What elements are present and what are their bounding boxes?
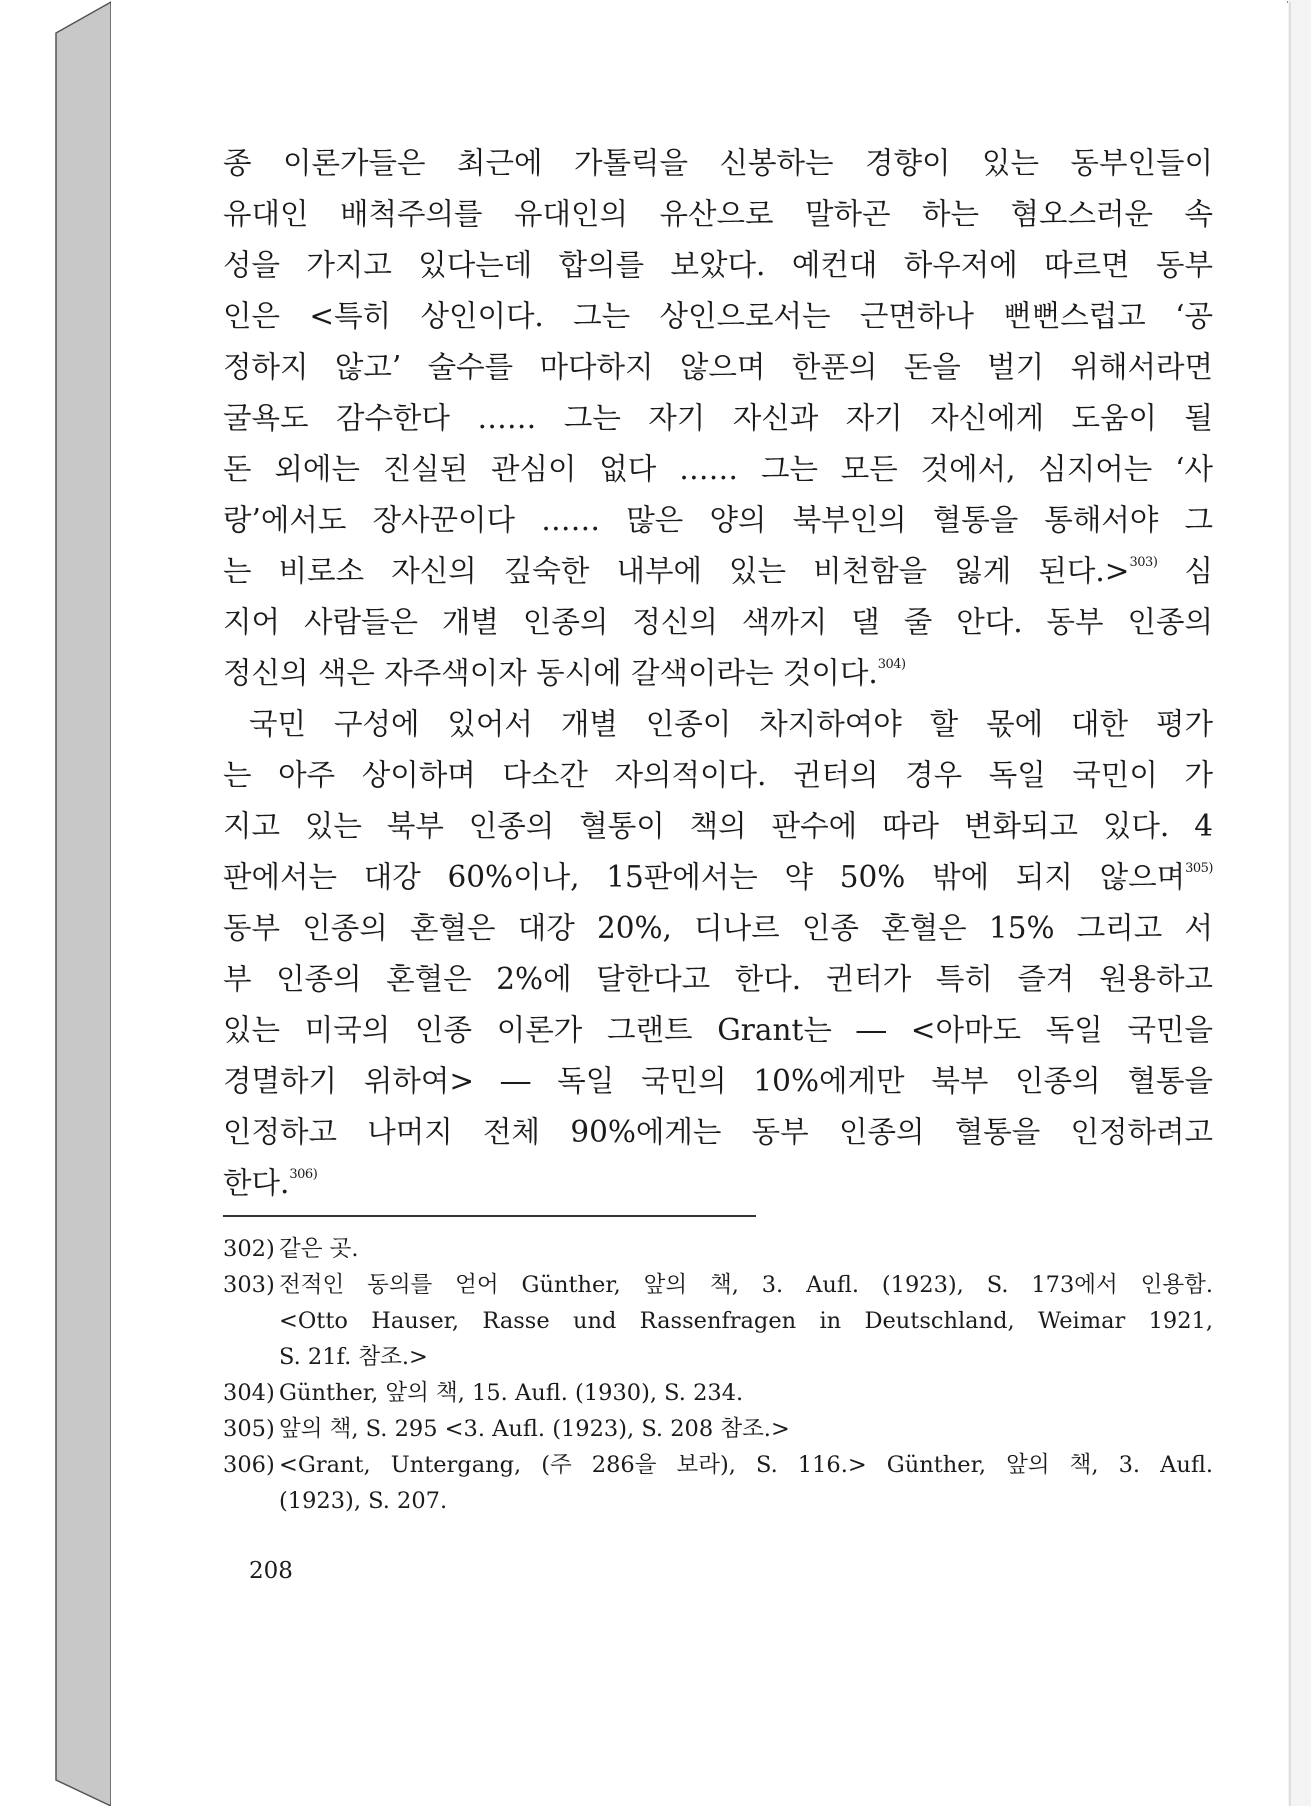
footnote-ref: 304) xyxy=(877,657,906,672)
footnote-number: 304) xyxy=(223,1380,275,1406)
footnote xyxy=(223,1231,1213,1267)
body-line: 정하지 않고’ 술수를 마다하지 않으며 한푼의 돈을 벌기 위해서라면 xyxy=(223,350,1213,384)
body-line: 돈 외에는 진실된 관심이 없다 …… 그는 모든 것에서, 심지어는 ‘사 xyxy=(223,452,1213,486)
body-line: 한다.$^{306)}$ xyxy=(223,1166,318,1200)
footnote-text: <Otto Hauser, Rasse und Rassenfragen in Deutschland, Weimar 1921, xyxy=(279,1308,1213,1334)
page-number: 208 xyxy=(249,1558,293,1584)
footnotes xyxy=(223,1231,1213,1519)
body-line: 경멸하기 위하여> ― 독일 국민의 10%에게만 북부 인종의 혈통을 xyxy=(223,1064,1213,1098)
footnote xyxy=(223,1411,1213,1447)
footnote-ref: 306) xyxy=(289,1167,318,1182)
footnote-number: 306) xyxy=(223,1452,275,1478)
document-page xyxy=(111,0,1287,1806)
body-line: 동부 인종의 혼혈은 대강 20%, 디나르 인종 혼혈은 15% 그리고 서 xyxy=(223,911,1213,945)
body-line: 종 이론가들은 최근에 가톨릭을 신봉하는 경향이 있는 동부인들이 xyxy=(223,146,1213,180)
body-line: 성을 가지고 있다는데 합의를 보았다. 예컨대 하우저에 따르면 동부 xyxy=(223,248,1213,282)
body-line: 지고 있는 북부 인종의 혈통이 책의 판수에 따라 변화되고 있다. 4 xyxy=(223,809,1213,843)
body-line: 판에서는 대강 60%이나, 15판에서는 약 50% 밖에 되지 않으며$^{305)}$ xyxy=(223,860,1213,894)
body-line: 정신의 색은 자주색이자 동시에 갈색이라는 것이다.$^{304)}$ xyxy=(223,656,906,690)
footnote-text: <Grant, Untergang, (주 286을 보라), S. 116.> Günther, 앞의 책, 3. Aufl. xyxy=(279,1452,1213,1478)
body-line: 유대인 배척주의를 유대인의 유산으로 말하곤 하는 혐오스러운 속 xyxy=(223,197,1213,231)
body-line: 인정하고 나머지 전체 90%에게는 동부 인종의 혈통을 인정하려고 xyxy=(223,1115,1213,1149)
footnote-ref: 303) xyxy=(1129,555,1158,570)
footnote-ref: 305) xyxy=(1185,861,1213,876)
body-line: 는 아주 상이하며 다소간 자의적이다. 귄터의 경우 독일 국민이 가 xyxy=(223,758,1213,792)
body-line: 인은 <특히 상인이다. 그는 상인으로서는 근면하나 뻔뻔스럽고 ‘공 xyxy=(223,299,1213,333)
body-line: 있는 미국의 인종 이론가 그랜트 Grant는 ― <아마도 독일 국민을 xyxy=(223,1013,1213,1047)
footnote xyxy=(223,1267,1213,1375)
body-line: 지어 사람들은 개별 인종의 정신의 색까지 댈 줄 안다. 동부 인종의 xyxy=(223,605,1213,639)
body-line: 굴욕도 감수한다 …… 그는 자기 자신과 자기 자신에게 도움이 될 xyxy=(223,401,1213,435)
body-line: 랑’에서도 장사꾼이다 …… 많은 양의 북부인의 혈통을 통해서야 그 xyxy=(223,503,1213,537)
footnote-number: 305) xyxy=(223,1416,275,1442)
footnote-text: 앞의 책, S. 295 <3. Aufl. (1923), S. 208 참조.> xyxy=(279,1416,790,1442)
footnote-text: 전적인 동의를 얻어 Günther, 앞의 책, 3. Aufl. (1923), S. 173에서 인용함. xyxy=(279,1272,1213,1298)
body-text xyxy=(223,138,1213,1209)
body-line: 부 인종의 혼혈은 2%에 달한다고 한다. 귄터가 특히 즐겨 원용하고 xyxy=(223,962,1213,996)
footnote-text: S. 21f. 참조.> xyxy=(279,1344,428,1370)
body-line: 국민 구성에 있어서 개별 인종이 차지하여야 할 몫에 대한 평가 xyxy=(249,707,1213,741)
footnote-text: (1923), S. 207. xyxy=(279,1488,448,1514)
footnote-text: 같은 곳. xyxy=(279,1236,359,1262)
footnote xyxy=(223,1447,1213,1519)
footnote-text: Günther, 앞의 책, 15. Aufl. (1930), S. 234. xyxy=(279,1380,744,1406)
footnote-number: 302) xyxy=(223,1236,275,1262)
footnote xyxy=(223,1375,1213,1411)
body-line: 는 비로소 자신의 깊숙한 내부에 있는 비천함을 잃게 된다.>$^{303)}$ 심 xyxy=(223,554,1214,588)
footnote-number: 303) xyxy=(223,1272,275,1298)
footnote-divider xyxy=(223,1215,756,1217)
